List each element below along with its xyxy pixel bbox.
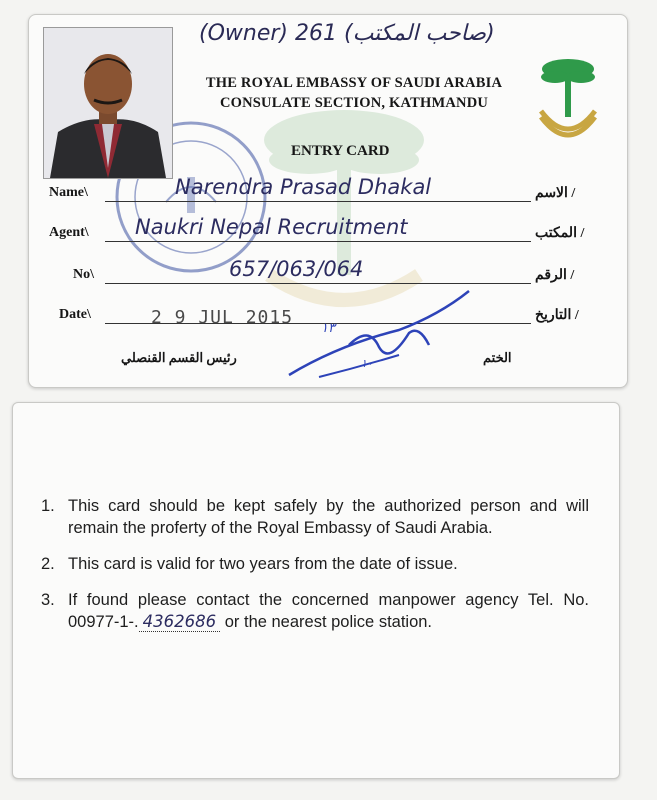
term-text: If found please contact the concerned manpower agency Tel. No. 00977-1-. xyxy=(68,591,589,631)
stamp-number: ١٣ xyxy=(321,321,335,336)
consul-signature xyxy=(279,285,479,385)
embassy-name: THE ROYAL EMBASSY OF SAUDI ARABIA xyxy=(205,75,503,91)
consulate-section: CONSULATE SECTION, KATHMANDU xyxy=(219,95,489,111)
agent-label: Agent\ xyxy=(49,225,89,240)
holder-photo xyxy=(43,27,173,179)
seal-label-ar: الختم xyxy=(483,350,512,365)
number-label: No\ xyxy=(73,267,94,282)
term-text-end: or the nearest police station. xyxy=(220,613,433,631)
agent-line xyxy=(105,241,531,242)
date-label-ar: / التاريخ xyxy=(535,308,579,323)
agent-value: Naukri Nepal Recruitment xyxy=(135,215,408,239)
term-text: This card is valid for two years from the date of issue. xyxy=(68,555,458,573)
agency-phone: 4362686 xyxy=(139,612,221,632)
date-label: Date\ xyxy=(59,307,91,322)
term-item xyxy=(41,589,589,633)
stamp-number-2: ١٠ xyxy=(361,357,373,370)
card-title: ENTRY CARD xyxy=(291,143,390,159)
number-line xyxy=(105,283,531,284)
number-label-ar: / الرقم xyxy=(535,268,575,283)
entry-card-front xyxy=(28,14,628,388)
entry-card-back xyxy=(12,402,620,779)
terms-list xyxy=(41,495,589,647)
handwritten-owner-note: (Owner) 261 (صاحب المكتب) xyxy=(199,21,495,46)
number-value: 657/063/064 xyxy=(229,257,364,281)
date-value: 2 9 JUL 2015 xyxy=(151,307,294,328)
term-text: This card should be kept safely by the authorized person and will remain the proferty of the Royal Embassy of Saudi Arabia. xyxy=(68,497,589,537)
name-line xyxy=(105,201,531,202)
name-value: Narendra Prasad Dhakal xyxy=(175,175,432,199)
consul-head-label-ar: رئيس القسم القنصلي xyxy=(121,350,237,365)
name-label-ar: / الاسم xyxy=(535,186,576,201)
term-number: 1. xyxy=(41,497,55,515)
term-number: 3. xyxy=(41,591,55,609)
name-label: Name\ xyxy=(49,185,88,200)
agent-label-ar: / المكتب xyxy=(535,226,585,241)
term-number: 2. xyxy=(41,555,55,573)
term-item xyxy=(41,553,589,575)
saudi-emblem-icon xyxy=(535,51,601,143)
term-item xyxy=(41,495,589,539)
